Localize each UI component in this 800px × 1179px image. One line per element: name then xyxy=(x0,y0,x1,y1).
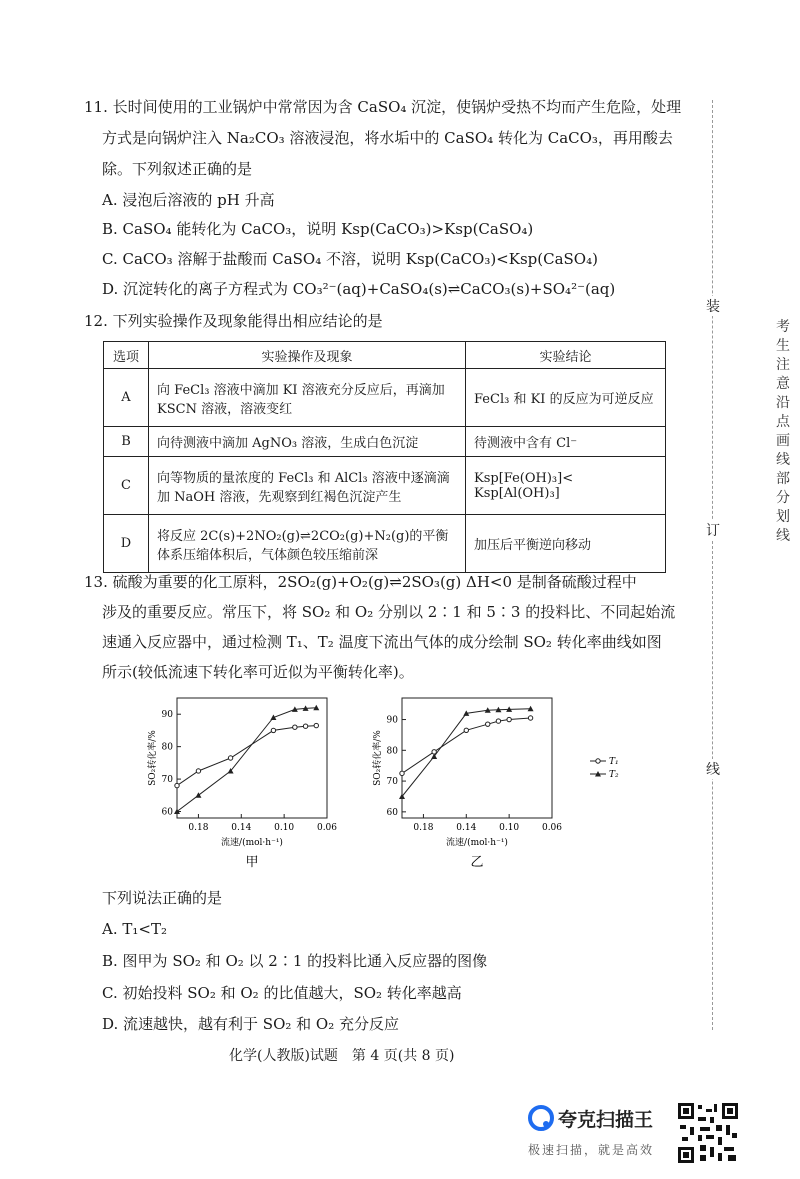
chart-caption: 乙 xyxy=(470,855,484,870)
q11-option-d: D. 沉淀转化的离子方程式为 CO₃²⁻(aq)+CaSO₄(s)⇌CaCO₃(s)+SO₄²⁻(aq) xyxy=(102,280,616,298)
y-tick-label: 90 xyxy=(386,715,398,726)
y-tick-label: 90 xyxy=(161,710,173,721)
data-point-t1 xyxy=(293,725,297,729)
binding-xian: 线 xyxy=(706,759,720,779)
row-conclusion: 加压后平衡逆向移动 xyxy=(466,515,666,573)
y-tick-label: 80 xyxy=(161,742,173,753)
x-tick-label: 0.18 xyxy=(413,823,434,833)
y-tick-label: 70 xyxy=(386,777,398,788)
data-point-t1 xyxy=(432,750,436,754)
table-row xyxy=(104,515,666,573)
data-point-t1 xyxy=(464,728,468,732)
data-point-t1 xyxy=(196,769,200,773)
q13-option-a: A. T₁<T₂ xyxy=(102,920,167,938)
y-tick-label: 70 xyxy=(161,775,173,786)
q13-stem-line3: 速通入反应器中，通过检测 T₁、T₂ 温度下流出气体的成分绘制 SO₂ 转化率曲线如图 xyxy=(102,633,662,651)
q11-stem-line2: 方式是向锅炉注入 Na₂CO₃ 溶液浸泡，将水垢中的 CaSO₄ 转化为 CaCO₃，再用酸去 xyxy=(102,129,673,147)
q13-ask: 下列说法正确的是 xyxy=(102,889,223,907)
side-note: 考生注意沿点画线部分划线 xyxy=(776,319,790,544)
chart-jia xyxy=(145,692,345,882)
data-point-t1 xyxy=(175,783,179,787)
x-tick-label: 0.18 xyxy=(188,823,209,833)
data-point-t1 xyxy=(400,771,404,775)
chart-legend xyxy=(588,752,628,798)
binding-ding: 订 xyxy=(706,520,720,540)
q13-option-d: D. 流速越快，越有利于 SO₂ 和 O₂ 充分反应 xyxy=(102,1015,399,1033)
row-operation: 向待测液中滴加 AgNO₃ 溶液，生成白色沉淀 xyxy=(149,427,466,457)
page-footer: 化学(人教版)试题 第 4 页(共 8 页) xyxy=(229,1048,455,1064)
x-tick-label: 0.10 xyxy=(499,823,520,833)
header-conclusion: 实验结论 xyxy=(466,342,666,369)
x-tick-label: 0.06 xyxy=(316,823,338,833)
data-point-t1 xyxy=(507,717,511,721)
quark-logo-icon xyxy=(528,1105,554,1131)
row-option: D xyxy=(104,515,149,573)
x-tick-label: 0.10 xyxy=(274,823,295,833)
experiment-table xyxy=(103,341,666,573)
row-conclusion: 待测液中含有 Cl⁻ xyxy=(466,427,666,457)
table-header-row xyxy=(104,342,666,369)
row-option: B xyxy=(104,427,149,457)
q13-option-c: C. 初始投料 SO₂ 和 O₂ 的比值越大，SO₂ 转化率越高 xyxy=(102,984,462,1002)
x-axis-label: 流速/(mol·h⁻¹) xyxy=(221,838,283,848)
series-line-t1 xyxy=(177,726,316,786)
table-row xyxy=(104,427,666,457)
x-tick-label: 0.06 xyxy=(541,823,563,833)
q13-stem-line1: 13. 硫酸为重要的化工原料，2SO₂(g)+O₂(g)⇌2SO₃(g) ΔH<0 是制备硫酸过程中 xyxy=(84,573,637,591)
data-point-t1 xyxy=(303,724,307,728)
qr-code-icon xyxy=(678,1103,738,1163)
x-tick-label: 0.14 xyxy=(456,823,477,833)
x-axis-label: 流速/(mol·h⁻¹) xyxy=(446,838,508,848)
q11-option-c: C. CaCO₃ 溶解于盐酸而 CaSO₄ 不溶，说明 Ksp(CaCO₃)<Ksp(CaSO₄) xyxy=(102,250,598,268)
chart-yi xyxy=(370,692,570,882)
data-point-t1 xyxy=(314,723,318,727)
row-conclusion: FeCl₃ 和 KI 的反应为可逆反应 xyxy=(466,369,666,427)
binding-line xyxy=(712,100,713,1030)
data-point-t1 xyxy=(228,756,232,760)
y-axis-label: SO₂转化率/% xyxy=(373,730,383,786)
x-tick-label: 0.14 xyxy=(231,823,252,833)
y-axis-label: SO₂转化率/% xyxy=(148,730,158,786)
brand-slogan: 极速扫描，就是高效 xyxy=(528,1143,655,1157)
header-operation: 实验操作及现象 xyxy=(149,342,466,369)
q11-option-a: A. 浸泡后溶液的 pH 升高 xyxy=(102,191,275,209)
row-operation: 向等物质的量浓度的 FeCl₃ 和 AlCl₃ 溶液中逐滴滴加 NaOH 溶液，先观察到红褐色沉淀产生 xyxy=(149,457,466,515)
legend-t2-label: T₂ xyxy=(609,770,619,780)
table-row xyxy=(104,457,666,515)
q12-stem: 12. 下列实验操作及现象能得出相应结论的是 xyxy=(84,312,383,330)
series-line-t1 xyxy=(402,718,531,773)
data-point-t1 xyxy=(496,719,500,723)
row-option: A xyxy=(104,369,149,427)
q13-stem-line4: 所示(较低流速下转化率可近似为平衡转化率)。 xyxy=(102,663,414,681)
header-option: 选项 xyxy=(104,342,149,369)
q13-option-b: B. 图甲为 SO₂ 和 O₂ 以 2∶1 的投料比通入反应器的图像 xyxy=(102,952,488,970)
q11-stem-line1: 11. 长时间使用的工业锅炉中常常因为含 CaSO₄ 沉淀，使锅炉受热不均而产生危险，处理 xyxy=(84,98,682,116)
binding-zhuang: 装 xyxy=(706,296,720,316)
y-tick-label: 80 xyxy=(386,746,398,757)
y-tick-label: 60 xyxy=(161,807,173,818)
data-point-t1 xyxy=(486,722,490,726)
legend-t1-marker xyxy=(596,759,600,763)
row-operation: 将反应 2C(s)+2NO₂(g)⇌2CO₂(g)+N₂(g)的平衡体系压缩体积后，气体颜色较压缩前深 xyxy=(149,515,466,573)
table-row xyxy=(104,369,666,427)
q13-stem-line2: 涉及的重要反应。常压下，将 SO₂ 和 O₂ 分别以 2∶1 和 5∶3 的投料比、不同起始流 xyxy=(102,603,676,621)
row-operation: 向 FeCl₃ 溶液中滴加 KI 溶液充分反应后，再滴加 KSCN 溶液，溶液变红 xyxy=(149,369,466,427)
q11-option-b: B. CaSO₄ 能转化为 CaCO₃，说明 Ksp(CaCO₃)>Ksp(CaSO₄) xyxy=(102,220,534,238)
data-point-t1 xyxy=(528,716,532,720)
row-conclusion: Ksp[Fe(OH)₃]< Ksp[Al(OH)₃] xyxy=(466,457,666,515)
chart-caption: 甲 xyxy=(245,855,259,870)
brand-name: 夸克扫描王 xyxy=(558,1109,654,1131)
y-tick-label: 60 xyxy=(386,807,398,818)
row-option: C xyxy=(104,457,149,515)
series-line-t2 xyxy=(402,709,531,797)
data-point-t1 xyxy=(271,728,275,732)
q11-stem-line3: 除。下列叙述正确的是 xyxy=(102,160,253,178)
plot-frame xyxy=(177,698,327,818)
legend-t1-label: T₁ xyxy=(609,757,619,767)
